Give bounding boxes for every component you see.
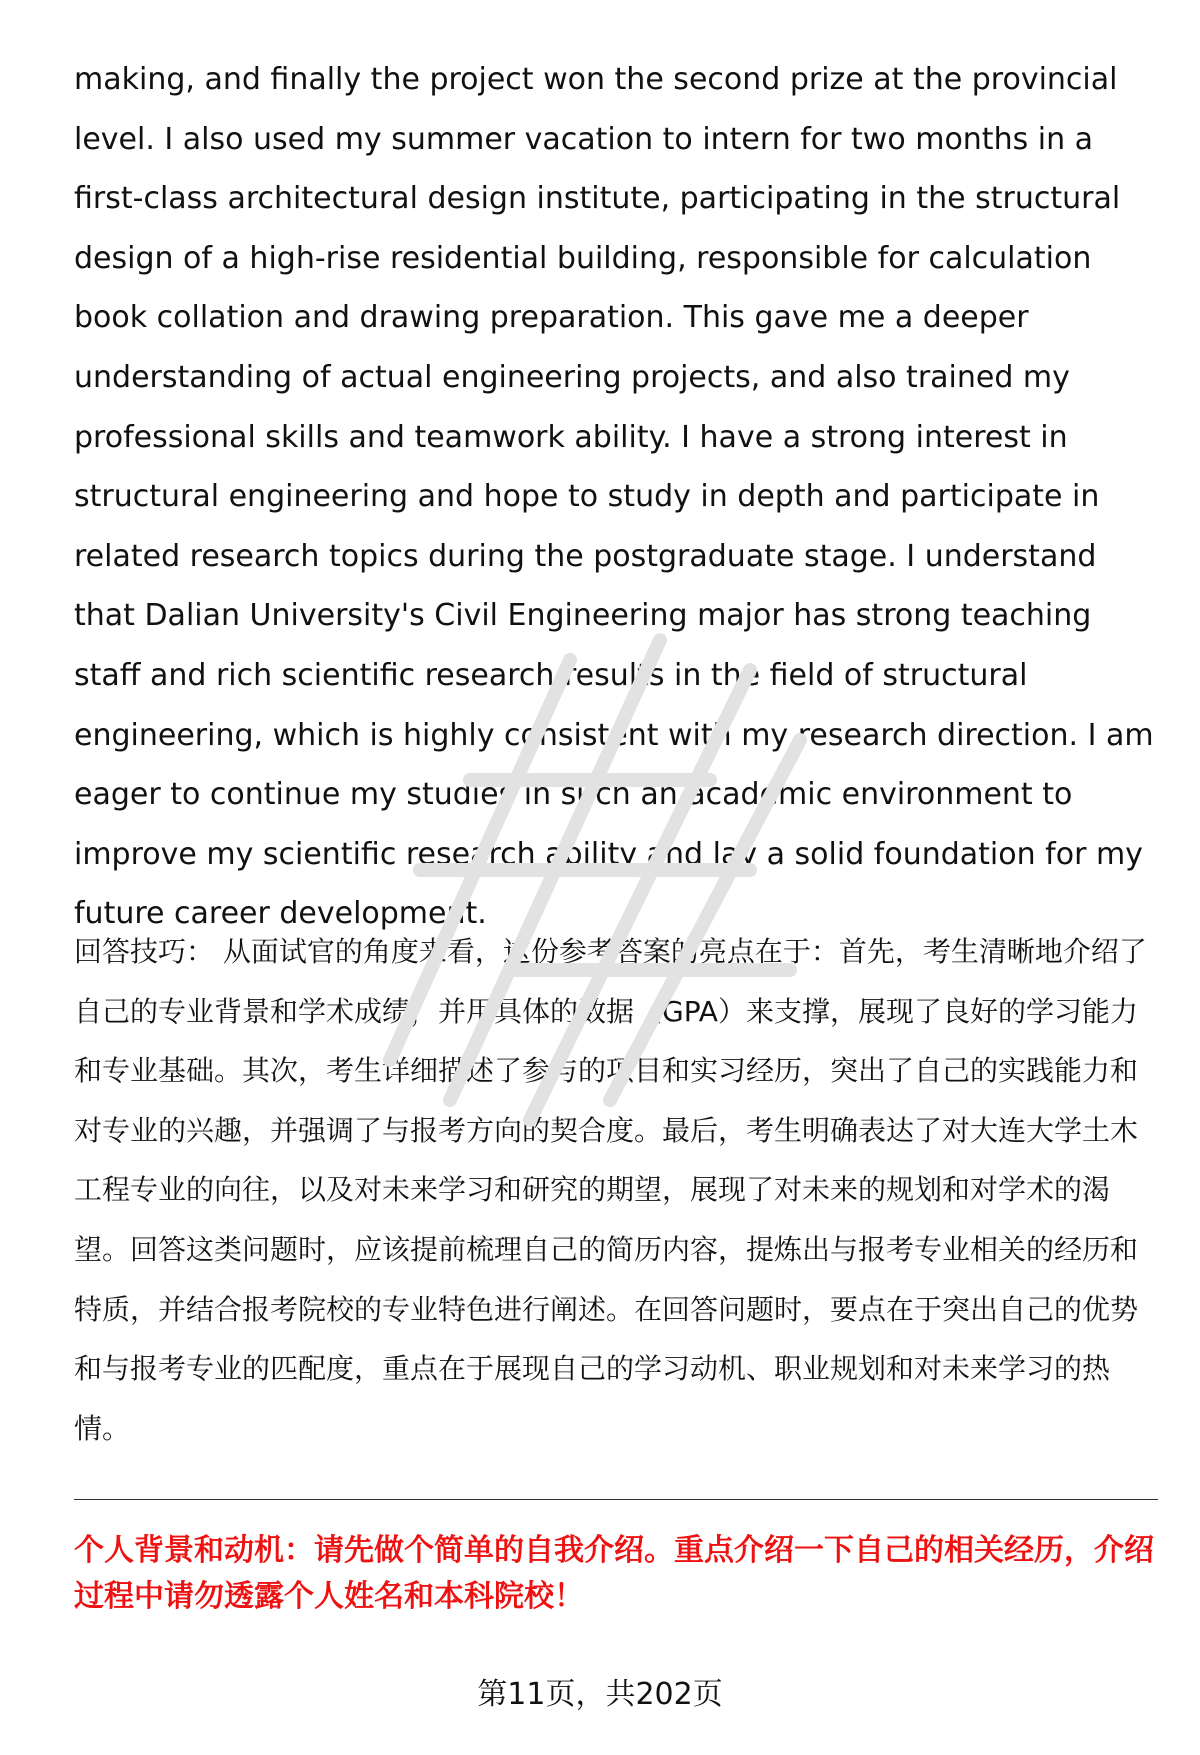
answer-paragraph: making, and finally the project won the second prize at the provincial level. I also used my summer vacation to intern for two months in a first-class architectural design institute, participating in the structural design of a high-rise residential building, responsible for calculation book collation and drawing preparation. This gave me a deeper understanding of actual engineering projects, and also trained my professional skills and teamwork ability. I have a strong interest in structural engineering and hope to study in depth and participate in related research topics during the postgraduate stage. I understand that Dalian University's Civil Engineering major has strong teaching staff and rich scientific research results in the field of structural engineering, which is highly consistent with my research direction. I am eager to continue my studies in such an academic environment to improve my scientific research ability and lay a solid foundation for my future career development. bbox=[74, 62, 1154, 932]
tips-label: 回答技巧： bbox=[74, 935, 215, 968]
page-number: 第11页，共202页 bbox=[477, 1677, 723, 1712]
tips-body: 从面试官的角度来看，这份参考答案的亮点在于：首先，考生清晰地介绍了自己的专业背景和学术成绩，并用具体的数据（GPA）来支撑，展现了良好的学习能力和专业基础。其次，考生详细描述了参与的项目和实习经历，突出了自己的实践能力和对专业的兴趣，并强调了与报考方向的契合度。最后，考生明确表达了对大连大学土木工程专业的向往，以及对未来学习和研究的期望，展现了对未来的规划和对学术的渴望。回答这类问题时，应该提前梳理自己的简历内容，提炼出与报考专业相关的经历和特质，并结合报考院校的专业特色进行阐述。在回答问题时，要点在于突出自己的优势和与报考专业的匹配度，重点在于展现自己的学习动机、职业规划和对未来学习的热情。 bbox=[74, 935, 1147, 1445]
section-divider bbox=[74, 1499, 1158, 1500]
next-question-heading: 个人背景和动机：请先做个简单的自我介绍。重点介绍一下自己的相关经历，介绍过程中请勿透露个人姓名和本科院校！ bbox=[74, 1533, 1154, 1614]
answer-tips-paragraph bbox=[74, 922, 1158, 1458]
